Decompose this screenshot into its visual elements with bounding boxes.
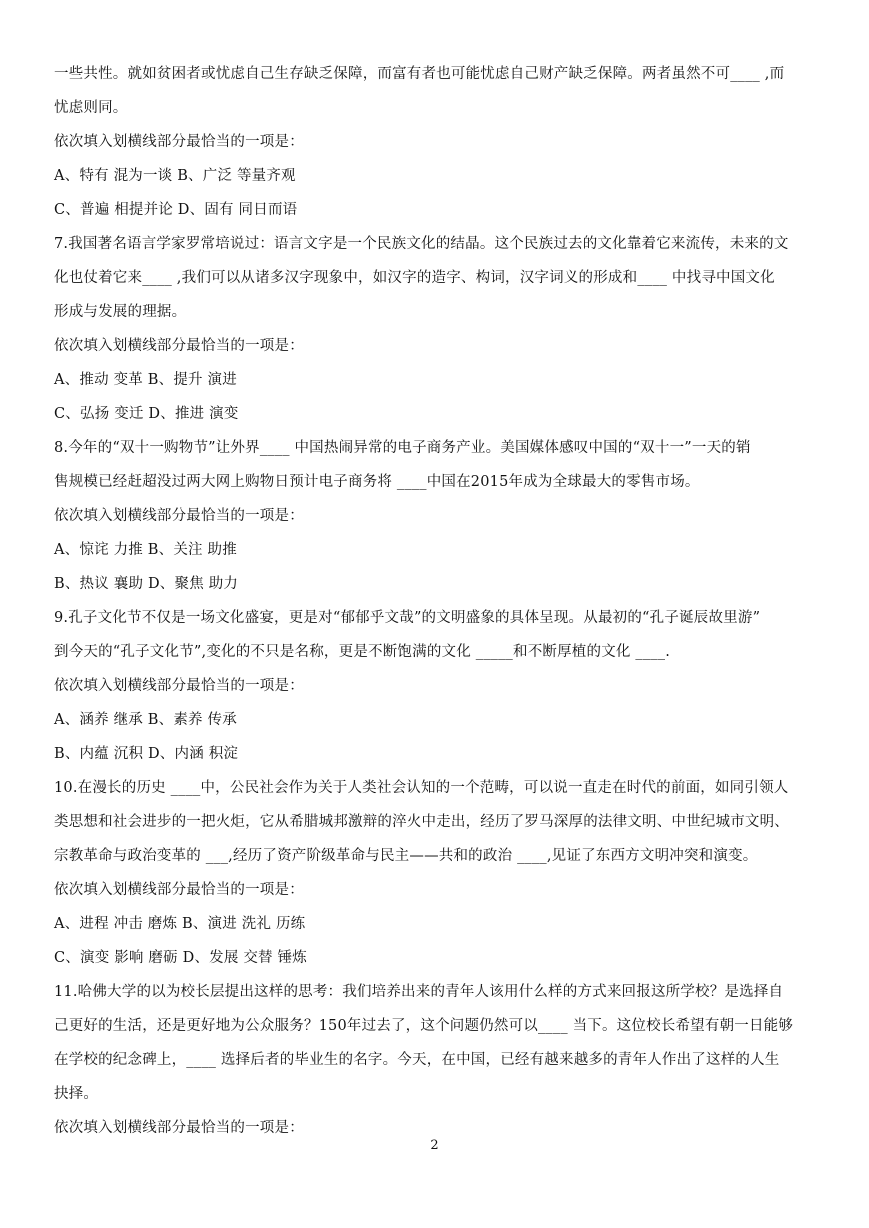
text-line: 11.哈佛大学的以为校长层提出这样的思考：我们培养出来的青年人该用什么样的方式来回报这所学校？是选择自 <box>54 984 784 1000</box>
text-line: B、热议 襄助 D、聚焦 助力 <box>54 576 239 592</box>
text-line: C、演变 影响 磨砺 D、发展 交替 锤炼 <box>54 950 307 966</box>
text-line: 抉择。 <box>54 1086 99 1102</box>
text-line: 一些共性。就如贫困者或忧虑自己生存缺乏保障，而富有者也可能忧虑自己财产缺乏保障。两者虽然不可____ ,而 <box>54 66 785 82</box>
text-line: C、普遍 相提并论 D、固有 同日而语 <box>54 202 298 218</box>
text-line: 类思想和社会进步的一把火炬，它从希腊城邦激辩的淬火中走出，经历了罗马深厚的法律文明、中世纪城市文明、 <box>54 814 789 830</box>
text-line: 依次填入划横线部分最恰当的一项是： <box>54 1120 304 1136</box>
text-line: 到今天的“孔子文化节”,变化的不只是名称，更是不断饱满的文化 _____和不断厚植的文化 ____. <box>54 644 671 660</box>
text-line: 忧虑则同。 <box>54 100 128 116</box>
text-line: 7.我国著名语言学家罗常培说过：语言文字是一个民族文化的结晶。这个民族过去的文化靠着它来流传，未来的文 <box>54 236 789 252</box>
page-number: 2 <box>430 1138 439 1153</box>
text-line: 9.孔子文化节不仅是一场文化盛宴，更是对“郁郁乎文哉”的文明盛象的具体呈现。从最初的“孔子诞辰故里游” <box>54 610 761 626</box>
text-line: 依次填入划横线部分最恰当的一项是： <box>54 134 304 150</box>
text-line: A、进程 冲击 磨炼 B、演进 洗礼 历练 <box>54 916 306 932</box>
text-line: 在学校的纪念碑上，____ 选择后者的毕业生的名字。今天，在中国，已经有越来越多的青年人作出了这样的人生 <box>54 1052 780 1068</box>
document-body <box>54 57 816 1145</box>
text-line: A、惊诧 力推 B、关注 助推 <box>54 542 237 558</box>
text-line: B、内蕴 沉积 D、内涵 积淀 <box>54 746 239 762</box>
text-line: 依次填入划横线部分最恰当的一项是： <box>54 678 304 694</box>
text-line: 8.今年的“双十一购物节”让外界____ 中国热闹异常的电子商务产业。美国媒体感叹中国的“双十一”一天的销 <box>54 440 751 456</box>
text-line: 形成与发展的理据。 <box>54 304 187 320</box>
text-line: 己更好的生活，还是更好地为公众服务？150年过去了，这个问题仍然可以____ 当下。这位校长希望有朝一日能够 <box>54 1018 794 1034</box>
text-line: C、弘扬 变迁 D、推进 演变 <box>54 406 239 422</box>
text-line: 宗教革命与政治变革的 ___,经历了资产阶级革命与民主——共和的政治 ____,见证了东西方文明冲突和演变。 <box>54 848 758 864</box>
text-line: 售规模已经赶超没过两大网上购物日预计电子商务将 ____中国在2015年成为全球最大的零售市场。 <box>54 474 700 490</box>
text-line: A、推动 变革 B、提升 演进 <box>54 372 237 388</box>
text-line: 依次填入划横线部分最恰当的一项是： <box>54 508 304 524</box>
text-line: A、涵养 继承 B、素养 传承 <box>54 712 237 728</box>
text-line: A、特有 混为一谈 B、广泛 等量齐观 <box>54 168 296 184</box>
text-line: 化也仗着它来____ ,我们可以从诸多汉字现象中，如汉字的造字、构词，汉字词义的形成和____ 中找寻中国文化 <box>54 270 775 286</box>
text-line: 依次填入划横线部分最恰当的一项是： <box>54 882 304 898</box>
text-line: 依次填入划横线部分最恰当的一项是： <box>54 338 304 354</box>
text-line: 10.在漫长的历史 ____中，公民社会作为关于人类社会认知的一个范畴，可以说一直走在时代的前面，如同引领人 <box>54 780 789 796</box>
